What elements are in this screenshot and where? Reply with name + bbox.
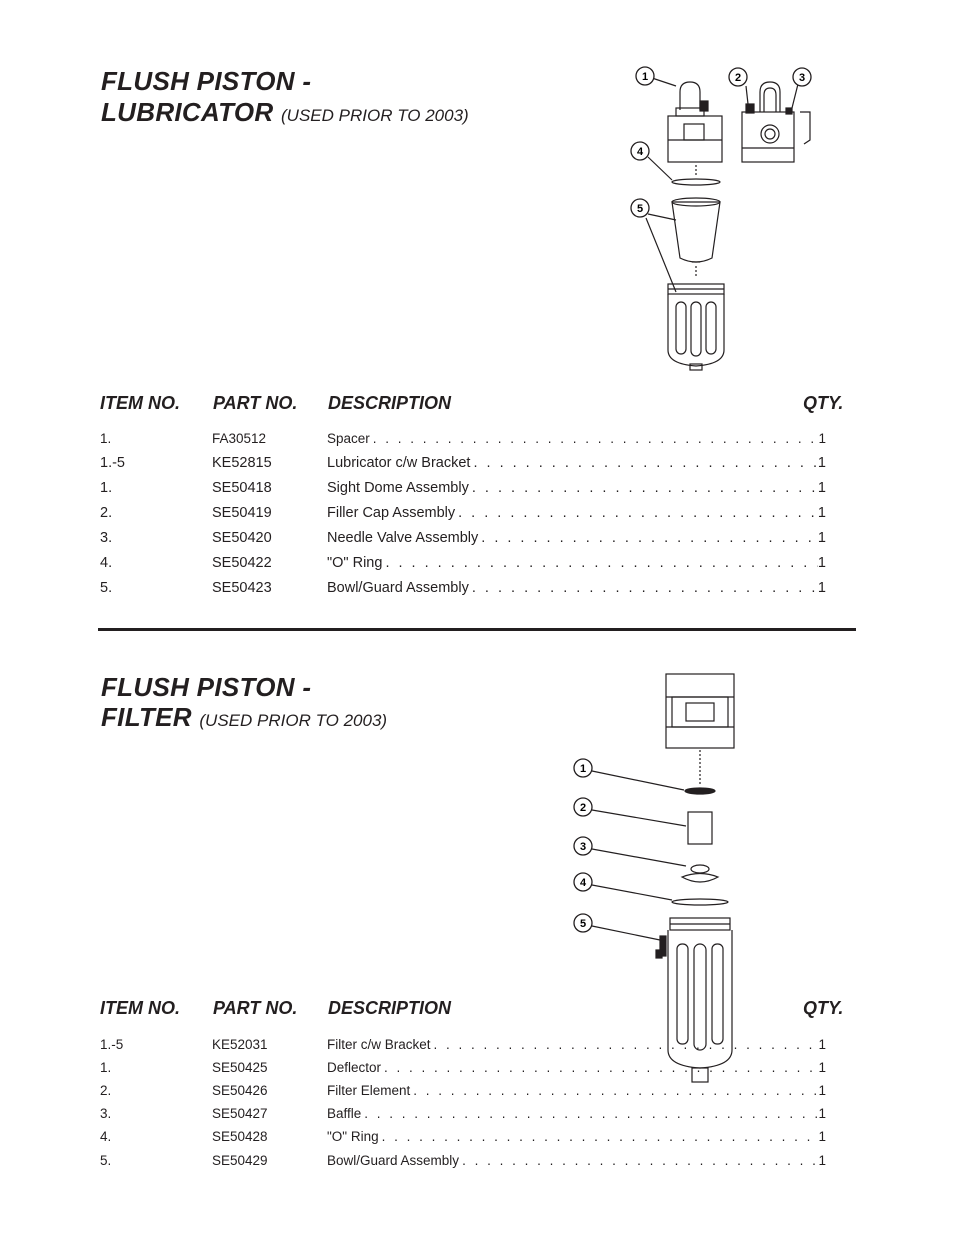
item-no: 5.: [100, 1153, 112, 1168]
part-no: SE50422: [212, 555, 272, 571]
callout-2: [574, 798, 592, 816]
lubricator-title-line1: FLUSH PISTON -: [101, 66, 312, 96]
part-no: FA30512: [212, 431, 267, 446]
table-row: [0, 1129, 954, 1151]
svg-text:5: 5: [636, 203, 644, 215]
svg-text:1: 1: [579, 763, 587, 775]
table-row: [0, 1153, 954, 1175]
item-no: 2.: [100, 1083, 112, 1098]
part-no: KE52031: [212, 1037, 268, 1052]
lubricator-title-text: LUBRICATOR: [101, 97, 274, 127]
table-row: [0, 1106, 954, 1128]
item-no: 5.: [100, 580, 113, 596]
part-no: SE50426: [212, 1083, 268, 1098]
part-no: SE50420: [212, 530, 272, 546]
description: Needle Valve Assembly: [327, 530, 479, 546]
svg-text:3: 3: [798, 72, 806, 84]
filter-header-qty: QTY.: [803, 998, 844, 1018]
item-no: 1.-5: [100, 455, 125, 471]
qty: 1: [817, 555, 826, 571]
filter-header-part: PART NO.: [213, 998, 298, 1018]
filter-title-line1: FLUSH PISTON -: [101, 672, 312, 702]
qty: 1: [818, 1060, 826, 1075]
description: Deflector: [327, 1060, 382, 1075]
qty: 1: [818, 1153, 826, 1168]
item-no: 3.: [100, 530, 113, 546]
callout-5: [574, 914, 592, 932]
table-row: [0, 1060, 954, 1082]
description: Baffle: [327, 1106, 362, 1121]
table-row: [0, 1037, 954, 1059]
table-row: [0, 1083, 954, 1105]
qty: 1: [817, 580, 826, 596]
callout-3: [574, 837, 592, 855]
lub-header-part: PART NO.: [213, 393, 298, 413]
description: Spacer: [327, 431, 370, 446]
lub-header-item: ITEM NO.: [100, 393, 180, 413]
filter-title-text: FILTER: [101, 702, 192, 732]
lub-header-desc: DESCRIPTION: [328, 393, 452, 413]
description: Filler Cap Assembly: [327, 505, 456, 521]
item-no: 4.: [100, 1129, 112, 1144]
svg-text:5: 5: [579, 918, 587, 930]
description: Bowl/Guard Assembly: [327, 580, 469, 596]
qty: 1: [817, 505, 826, 521]
description: Filter Element: [327, 1083, 411, 1098]
qty: 1: [818, 431, 826, 446]
filter-header-desc: DESCRIPTION: [328, 998, 452, 1018]
svg-text:2: 2: [579, 802, 587, 814]
qty: 1: [818, 1106, 826, 1121]
qty: 1: [817, 480, 826, 496]
svg-text:1: 1: [641, 71, 649, 83]
item-no: 1.-5: [100, 1037, 124, 1052]
description: Lubricator c/w Bracket: [327, 455, 471, 471]
description: Filter c/w Bracket: [327, 1037, 431, 1052]
part-no: SE50428: [212, 1129, 268, 1144]
filter-subtitle: (USED PRIOR TO 2003): [199, 711, 388, 730]
description: Sight Dome Assembly: [327, 480, 469, 496]
item-no: 1.: [100, 480, 113, 496]
description: Bowl/Guard Assembly: [327, 1153, 460, 1168]
part-no: SE50423: [212, 580, 272, 596]
item-no: 3.: [100, 1106, 112, 1121]
qty: 1: [817, 455, 826, 471]
qty: 1: [818, 1037, 826, 1052]
description: "O" Ring: [327, 555, 383, 571]
item-no: 4.: [100, 555, 113, 571]
svg-text:4: 4: [636, 146, 644, 158]
lubricator-subtitle: (USED PRIOR TO 2003): [281, 106, 469, 125]
svg-text:2: 2: [734, 72, 742, 84]
svg-text:4: 4: [579, 877, 587, 889]
qty: 1: [818, 1129, 826, 1144]
callout-4: [574, 873, 592, 891]
svg-text:3: 3: [579, 841, 587, 853]
item-no: 1.: [100, 1060, 112, 1075]
item-no: 1.: [100, 431, 112, 446]
filter-header-item: ITEM NO.: [100, 998, 180, 1018]
part-no: SE50419: [212, 505, 272, 521]
qty: 1: [817, 530, 826, 546]
part-no: SE50429: [212, 1153, 268, 1168]
lub-header-qty: QTY.: [803, 393, 844, 413]
qty: 1: [818, 1083, 826, 1098]
description: "O" Ring: [327, 1129, 379, 1144]
callout-1: [574, 759, 592, 777]
item-no: 2.: [100, 505, 113, 521]
part-no: KE52815: [212, 455, 272, 471]
part-no: SE50425: [212, 1060, 268, 1075]
part-no: SE50427: [212, 1106, 268, 1121]
part-no: SE50418: [212, 480, 272, 496]
